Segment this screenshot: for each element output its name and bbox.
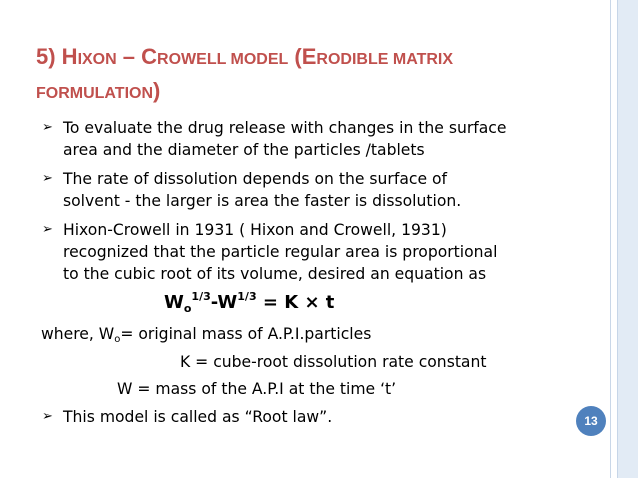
- bullet-line: The rate of dissolution depends on the surface of: [63, 170, 448, 188]
- bullet-line: area and the diameter of the particles /tablets: [63, 141, 425, 159]
- w-definition: W = mass of the A.P.I at the time ‘t’: [117, 380, 397, 398]
- bullet-arrow-icon: ➢: [42, 171, 53, 186]
- bullet-arrow-icon: ➢: [42, 409, 53, 424]
- page-number-badge: 13: [576, 406, 606, 436]
- bullet-arrow-icon: ➢: [42, 120, 53, 135]
- bullet-line: solvent - the larger is area the faster is dissolution.: [63, 192, 462, 210]
- bullet-line: to the cubic root of its volume, desired an equation as: [63, 265, 487, 283]
- bullet-line: Hixon-Crowell in 1931 ( Hixon and Crowell, 1931): [63, 221, 447, 239]
- k-definition: K = cube-root dissolution rate constant: [180, 353, 487, 371]
- where-definition: where, $W_o=$ original mass of A.P.I.particles: [41, 325, 372, 345]
- bullet-line: This model is called as “Root law”.: [63, 408, 333, 426]
- bullet-arrow-icon: ➢: [42, 222, 53, 237]
- decorative-line: [610, 0, 611, 478]
- decorative-side-bar: [617, 0, 638, 478]
- bullet-line: recognized that the particle regular area is proportional: [63, 243, 498, 261]
- slide-title: 5) HIXON – CROWELL MODEL (ERODIBLE MATRIX FORMULATION): [36, 44, 454, 103]
- bullet-line: To evaluate the drug release with changes in the surface: [63, 119, 507, 137]
- hixon-crowell-equation: $W_o^{1/3}-W^{1/3} = K \times t$: [164, 290, 335, 315]
